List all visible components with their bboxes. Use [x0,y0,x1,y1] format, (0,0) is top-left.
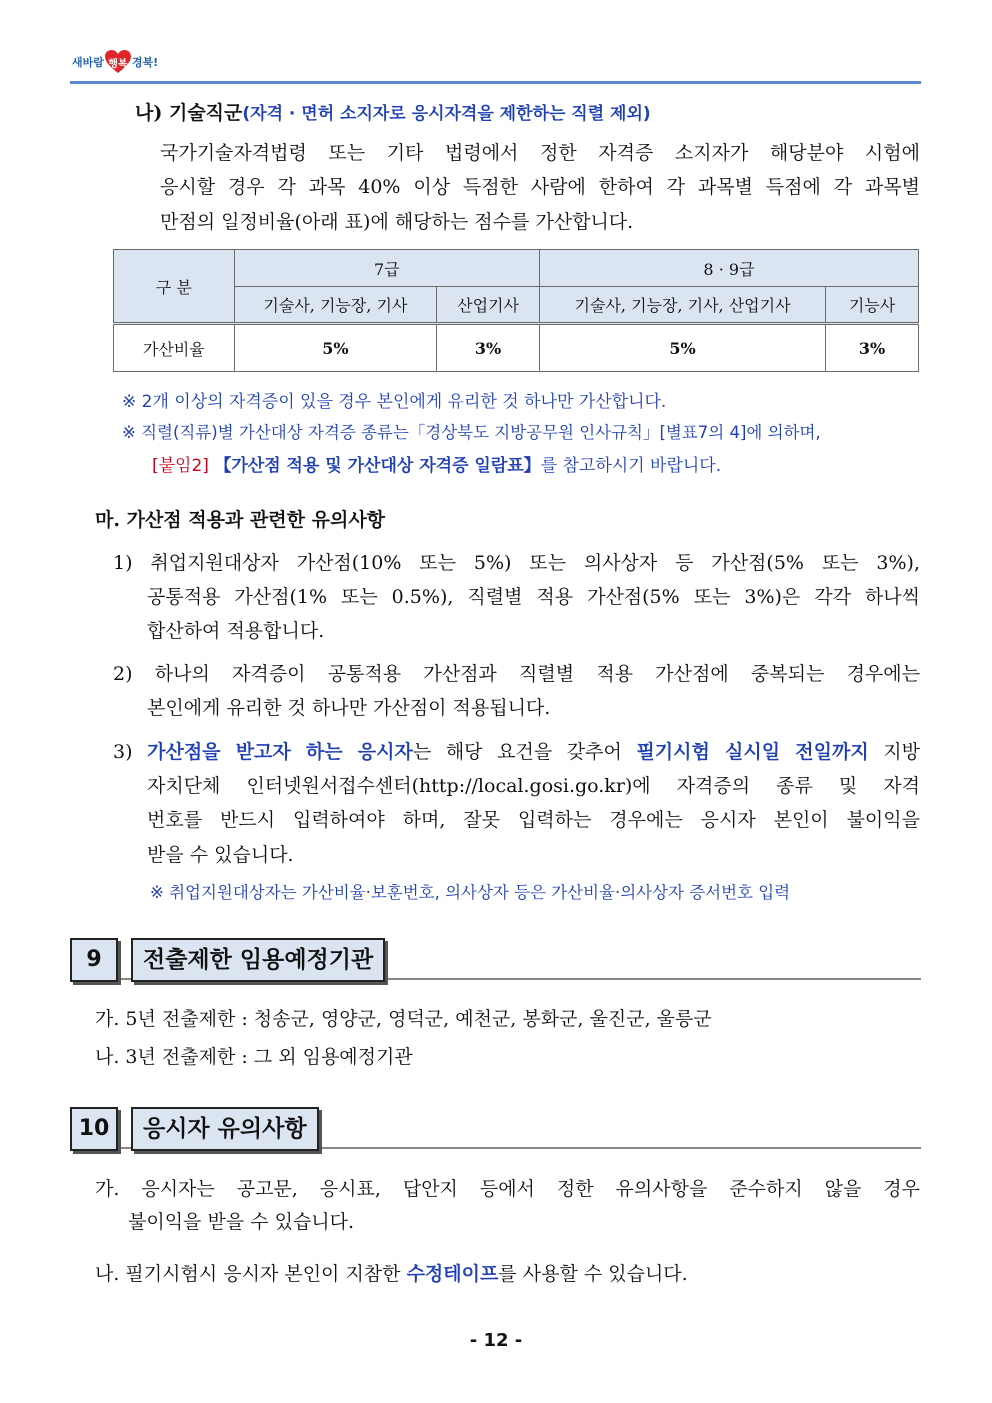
table-cell: 3% [826,324,919,372]
tech-heading [135,98,651,125]
section-10-number: 10 [70,1107,118,1151]
ma-item-3-line-3: 번호를 반드시 입력하여야 하며, 잘못 입력하는 경우에는 응시자 본인이 불이익을 [147,809,920,831]
table-col-label: 구 분 [114,250,235,324]
logo [72,48,158,76]
table-row-label: 가산비율 [114,324,235,372]
ma-item-3-highlight-2: 필기시험 실시일 전일까지 [636,741,869,763]
attachment-ref: [붙임2] [152,456,209,476]
table-cell: 5% [539,324,825,372]
section-10-item-b-pre: 나. 필기시험시 응시자 본인이 지참한 [95,1263,401,1285]
tech-line-1: 국가기술자격법령 또는 기타 법령에서 정한 자격증 소지자가 해당분야 시험에 [160,142,920,164]
ma-item-3-num: 3) [113,741,133,763]
section-10-item-b-post: 를 사용할 수 있습니다. [498,1263,688,1285]
tech-heading-note: (자격 · 면허 소지자로 응시자격을 제한하는 직렬 제외) [242,104,651,124]
tech-line-3: 만점의 일정비율(아래 표)에 해당하는 점수를 가산합니다. [160,211,634,233]
section-10-item-b [95,1257,688,1291]
table-grade-89: 8 · 9급 [539,250,918,287]
logo-heart-text: 행복 [108,59,128,70]
section-10-item-a-line-2: 불이익을 받을 수 있습니다. [128,1211,355,1233]
ma-item-3-line-1 [113,735,920,769]
attachment-title: 【가산점 적용 및 가산대상 자격증 일람표】 [214,456,541,476]
ma-item-1-line-1: 1) 취업지원대상자 가산점(10% 또는 5%) 또는 의사상자 등 가산점(5% 또는 3%), [113,552,920,574]
logo-left-text: 새바람 [72,56,104,69]
tech-line-2: 응시할 경우 각 과목 40% 이상 득점한 사람에 한하여 각 과목별 득점에 각 과목별 [160,176,920,198]
ma-item-3-highlight-1: 가산점을 받고자 하는 응시자 [147,741,413,763]
ma-item-3-end: 지방 [883,741,920,763]
note-3-rest: 를 참고하시기 바랍니다. [540,456,722,476]
tech-heading-prefix: 나) 기술직군 [135,102,243,124]
correction-tape-highlight: 수정테이프 [406,1263,499,1285]
table-cell: 3% [437,324,540,372]
table-grade-7: 7급 [234,250,539,287]
table-header-cell: 기능사 [826,287,919,324]
table-header-cell: 기술사, 기능장, 기사, 산업기사 [539,287,825,324]
section-9-item-b: 나. 3년 전출제한 : 그 외 임용예정기관 [95,1046,413,1068]
section-9-number: 9 [70,938,118,982]
table-header-cell: 기술사, 기능장, 기사 [234,287,436,324]
section-ma-title: 마. 가산점 적용과 관련한 유의사항 [95,509,386,531]
section-10-item-a-line-1: 가. 응시자는 공고문, 응시표, 답안지 등에서 정한 유의사항을 준수하지 않을 경우 [95,1178,921,1200]
section-10-title: 응시자 유의사항 [131,1107,319,1151]
table-header-cell: 산업기사 [437,287,540,324]
note-2: ※ 직렬(직류)별 가산대상 자격증 종류는「경상북도 지방공무원 인사규칙」[별표7의 4]에 의하며, [122,423,821,442]
header-rule [70,81,921,84]
section-9-item-a: 가. 5년 전출제한 : 청송군, 영양군, 영덕군, 예천군, 봉화군, 울진군, 울릉군 [95,1008,712,1030]
ma-item-3-note: ※ 취업지원대상자는 가산비율·보훈번호, 의사상자 등은 가산비율·의사상자 증서번호 입력 [150,883,791,902]
ma-item-1-line-2: 공통적용 가산점(1% 또는 0.5%), 직렬별 적용 가산점(5% 또는 3%)은 각각 하나씩 [147,586,920,608]
heart-icon [105,50,131,74]
bonus-rate-table [113,249,919,372]
note-3 [152,451,721,476]
ma-item-3-line-4: 받을 수 있습니다. [147,844,294,866]
logo-right-text: 경북! [131,56,159,69]
ma-item-3-mid: 는 해당 요건을 갖추어 [412,741,622,763]
page-number: - 12 - [469,1330,523,1351]
note-1: ※ 2개 이상의 자격증이 있을 경우 본인에게 유리한 것 하나만 가산합니다. [122,392,667,412]
table-cell: 5% [234,324,436,372]
section-9-title: 전출제한 임용예정기관 [131,938,385,982]
ma-item-2-line-2: 본인에게 유리한 것 하나만 가산점이 적용됩니다. [147,697,551,719]
ma-item-2-line-1: 2) 하나의 자격증이 공통적용 가산점과 직렬별 적용 가산점에 중복되는 경우에는 [113,663,920,685]
ma-item-1-line-3: 합산하여 적용합니다. [147,620,325,642]
ma-item-3-line-2: 자치단체 인터넷원서접수센터(http://local.gosi.go.kr)에 자격증의 종류 및 자격 [147,775,920,797]
